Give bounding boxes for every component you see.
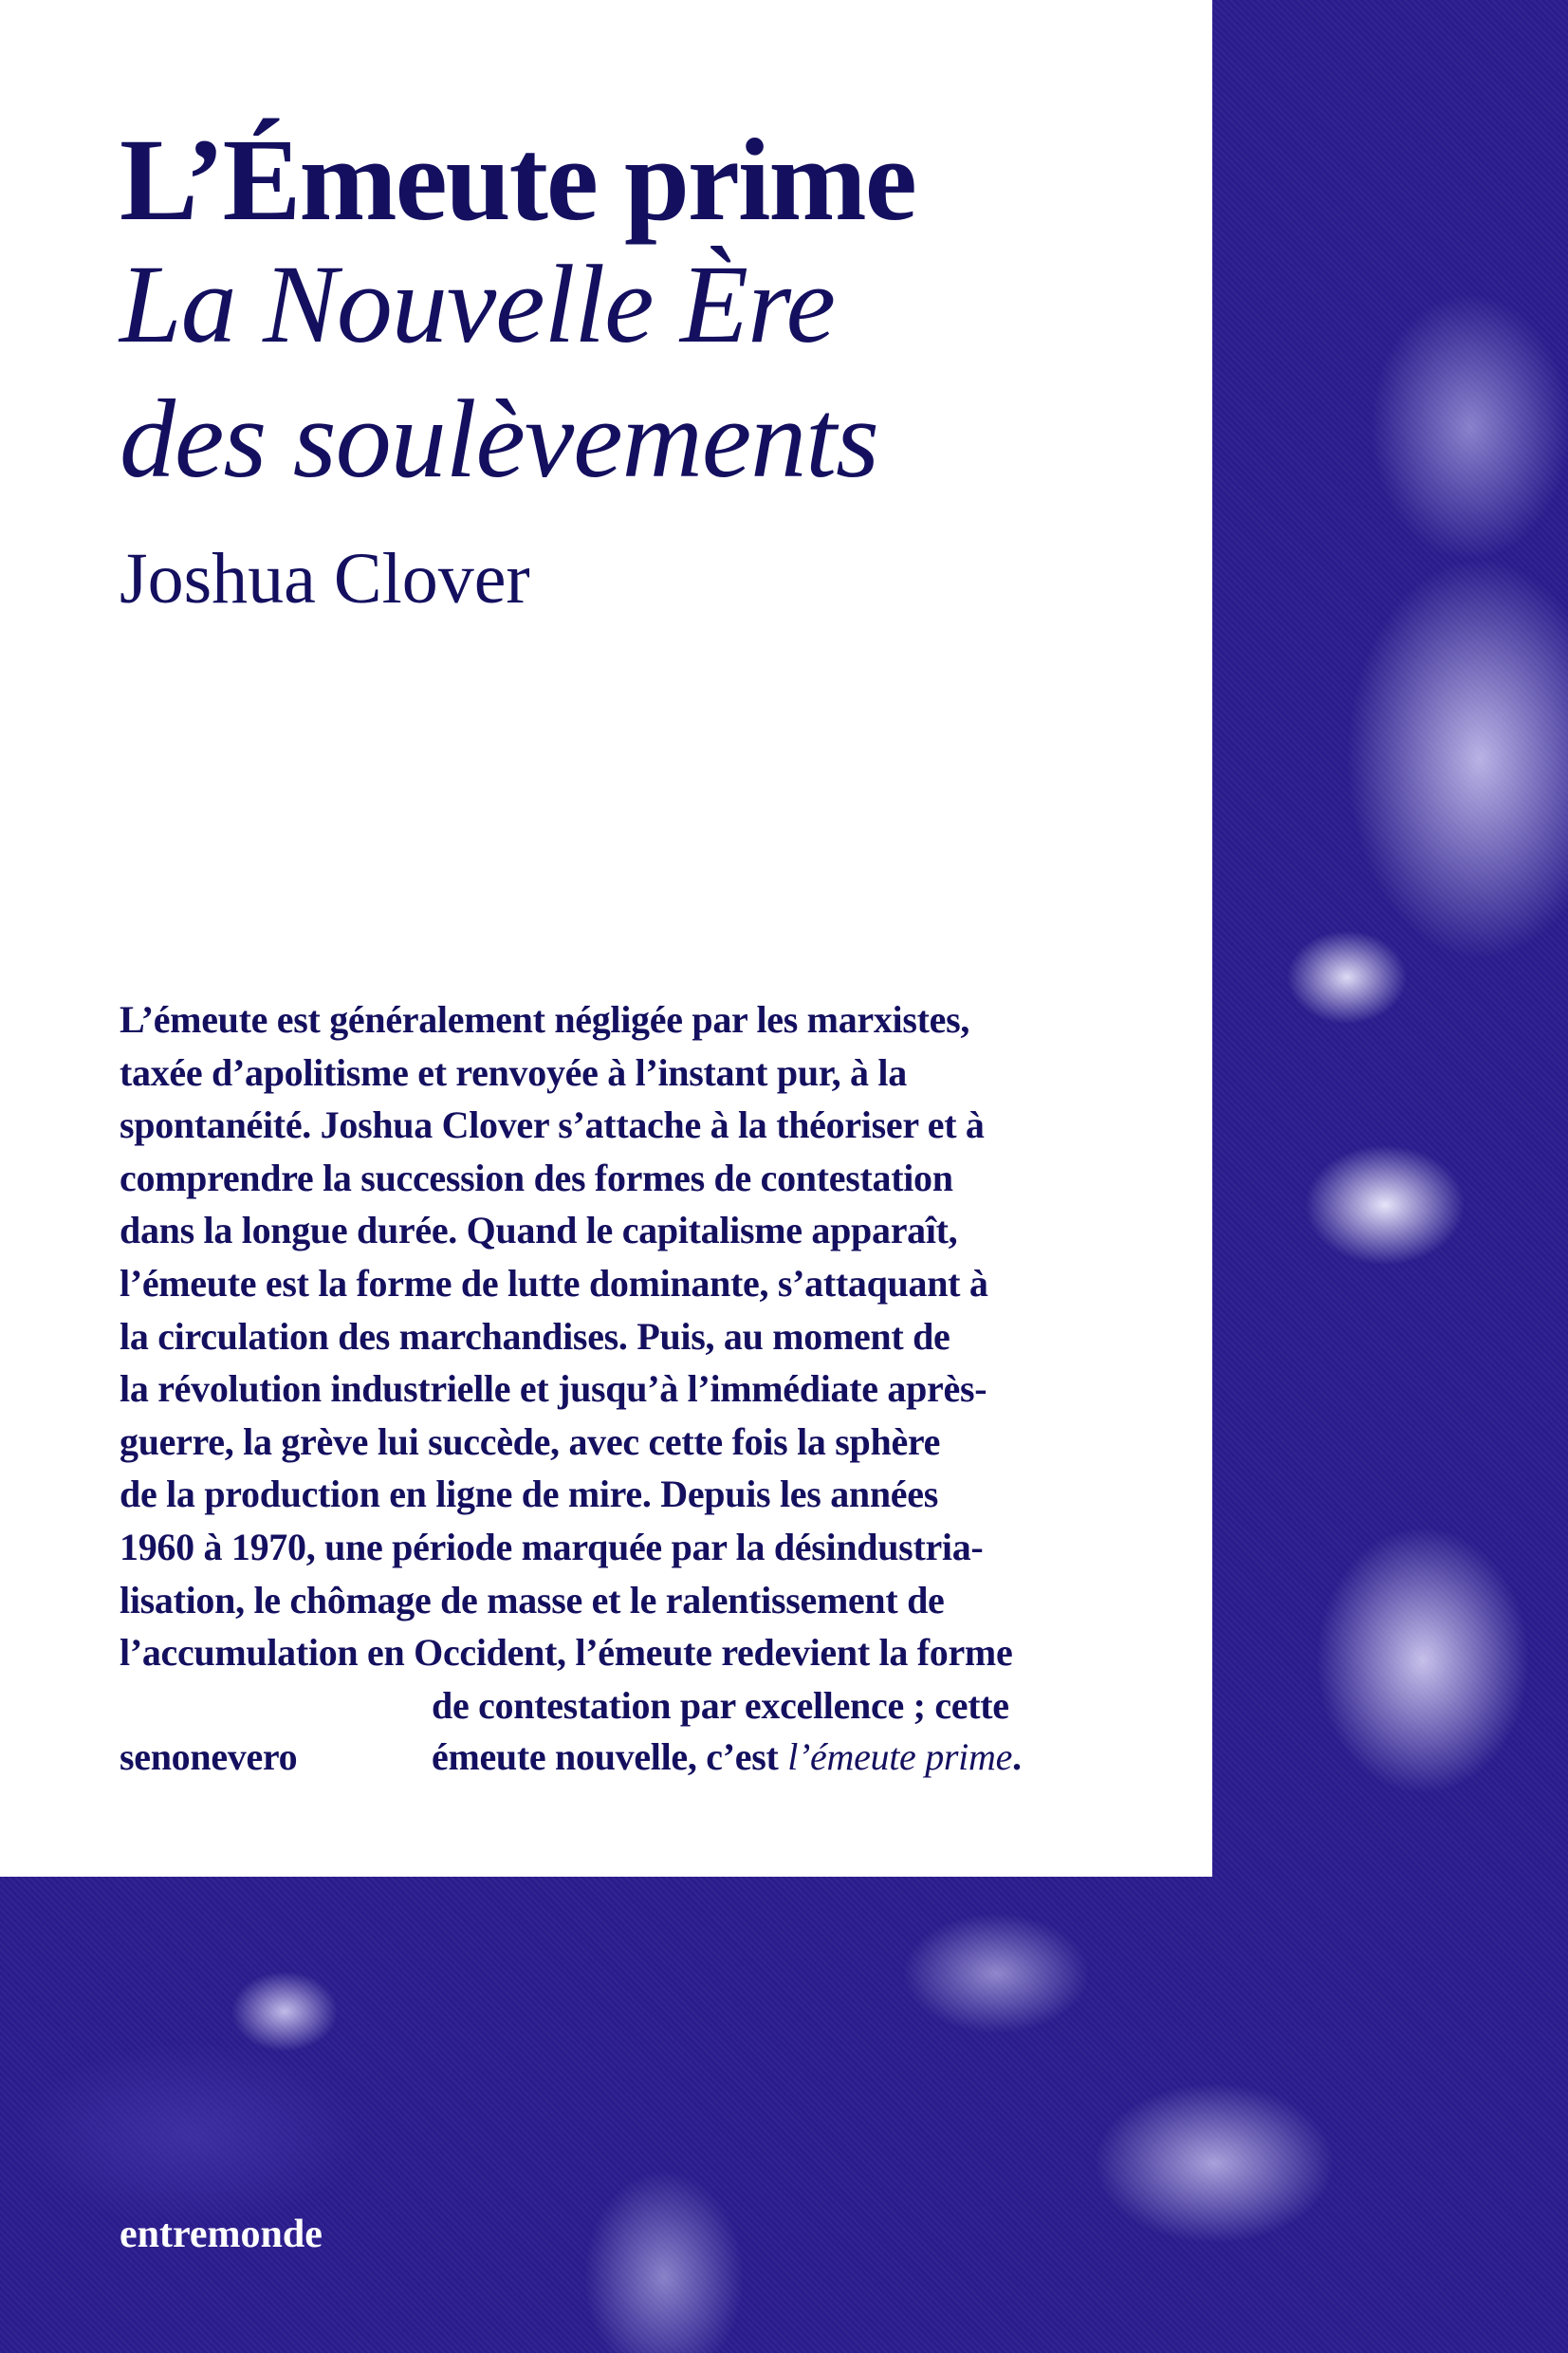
blurb-text: émeute nouvelle, c’est xyxy=(432,1735,788,1778)
blurb-line: l’accumulation en Occident, l’émeute redevient la forme xyxy=(120,1631,1013,1675)
blurb-line: L’émeute est généralement négligée par les marxistes, xyxy=(120,998,970,1041)
book-author: Joshua Clover xyxy=(120,539,530,619)
book-subtitle-line-1: La Nouvelle Ère xyxy=(120,242,836,366)
blurb-line: 1960 à 1970, une période marquée par la désindustria- xyxy=(120,1526,984,1568)
publisher-name: entremonde xyxy=(120,2213,323,2256)
blurb-line: lisation, le chômage de masse et le ralentissement de xyxy=(120,1578,945,1621)
blurb-italic-phrase: l’émeute prime xyxy=(787,1735,1013,1778)
book-title: L’Émeute prime xyxy=(120,115,915,245)
blurb-line: la révolution industrielle et jusqu’à l’immédiate après- xyxy=(120,1367,987,1411)
blurb-line: dans la longue durée. Quand le capitalisme apparaît, xyxy=(120,1209,958,1252)
blurb-line: comprendre la succession des formes de contestation xyxy=(120,1156,953,1199)
blurb-line: la circulation des marchandises. Puis, au moment de xyxy=(120,1314,950,1358)
blurb-last-line xyxy=(432,1735,1022,1778)
blurb-line: de contestation par excellence ; cette xyxy=(432,1683,1009,1727)
blurb-line: l’émeute est la forme de lutte dominante, s’attaquant à xyxy=(120,1262,988,1305)
collection-name: senonevero xyxy=(120,1735,298,1778)
blurb-line: guerre, la grève lui succède, avec cette fois la sphère xyxy=(120,1419,941,1463)
blurb-line: taxée d’apolitisme et renvoyée à l’instant pur, à la xyxy=(120,1050,907,1094)
blurb-text: . xyxy=(1012,1735,1022,1778)
blurb-line: de la production en ligne de mire. Depuis les années xyxy=(120,1473,938,1516)
book-subtitle-line-2: des soulèvements xyxy=(120,377,878,501)
blurb-line: spontanéité. Joshua Clover s’attache à la théoriser et à xyxy=(120,1103,985,1147)
